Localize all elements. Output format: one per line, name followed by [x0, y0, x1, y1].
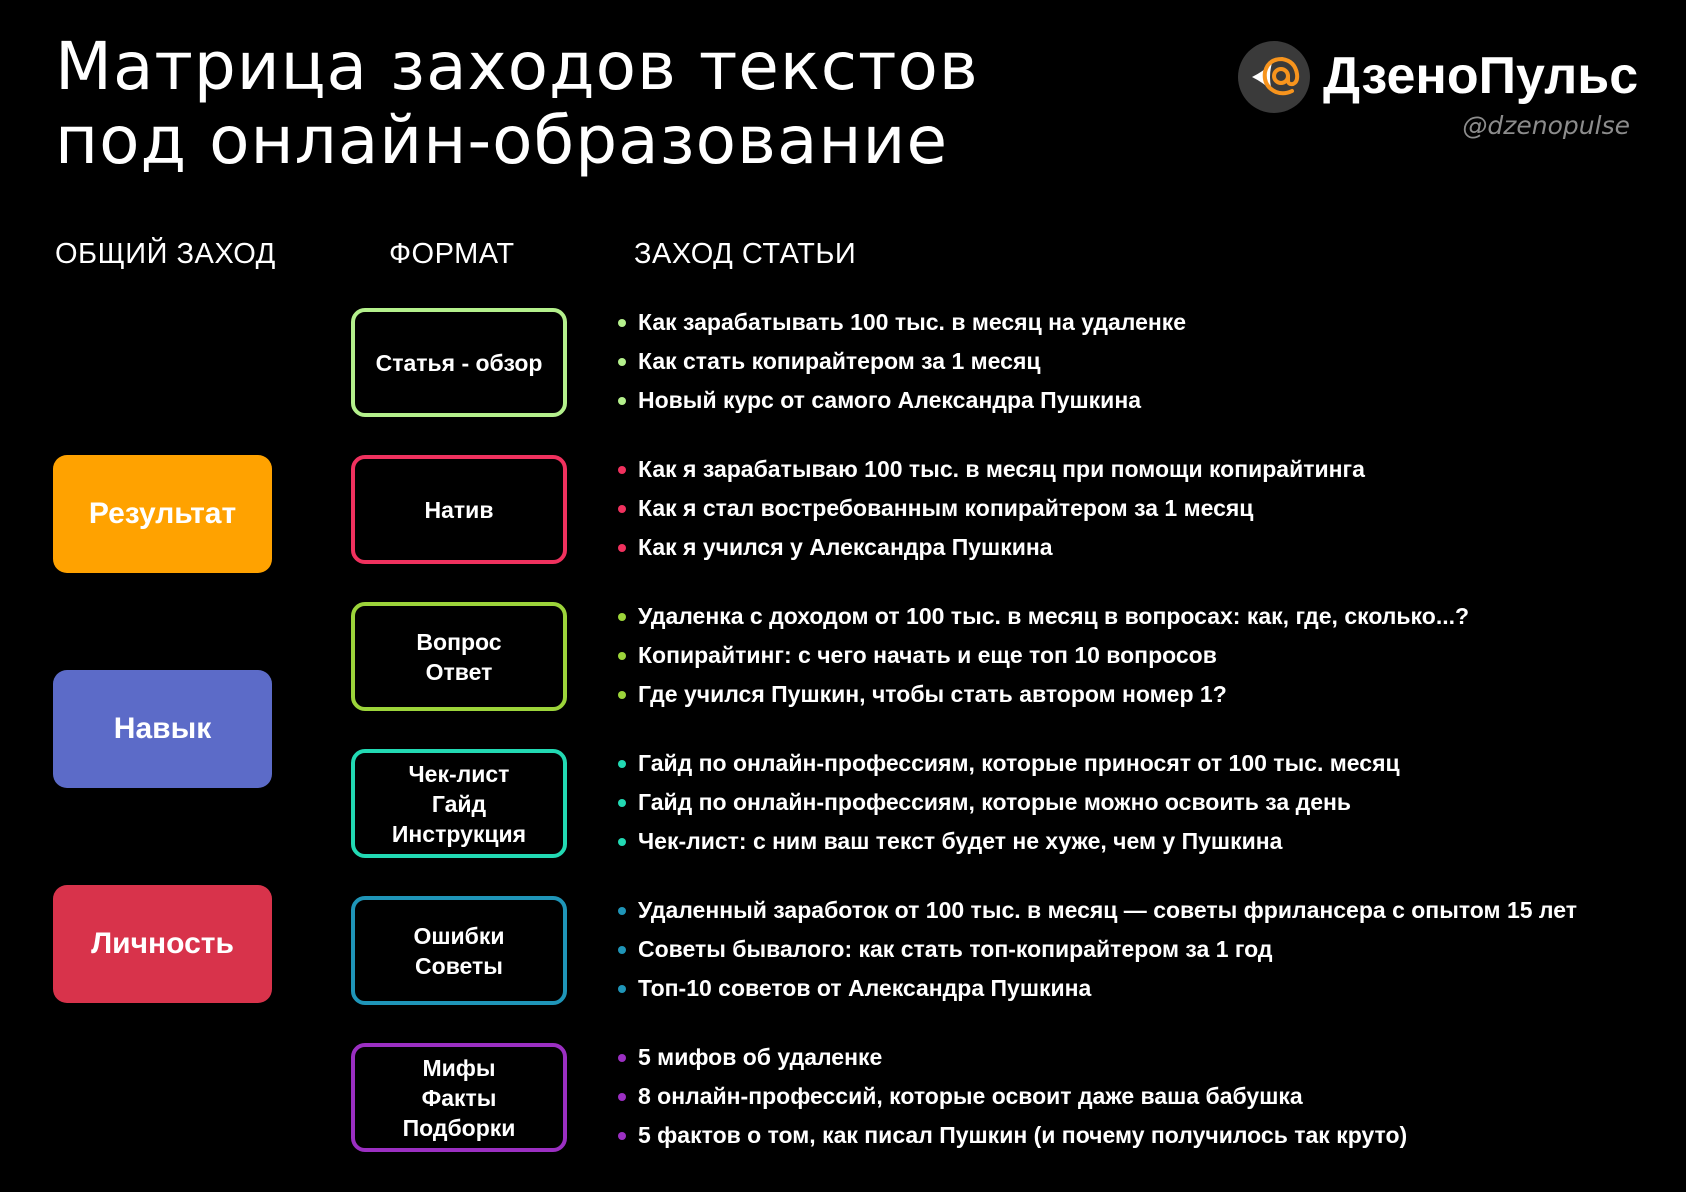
bullet-dot — [618, 613, 626, 621]
list-item: 5 мифов об удаленке — [616, 1038, 1407, 1077]
brand-name: ДзеноПульс — [1323, 47, 1639, 105]
column-header-approach: ОБЩИЙ ЗАХОД — [55, 238, 276, 270]
list-item: Как я зарабатываю 100 тыс. в месяц при помощи копирайтинга — [616, 450, 1365, 489]
list-item: Новый курс от самого Александра Пушкина — [616, 381, 1186, 420]
list-item: 5 фактов о том, как писал Пушкин (и почему получилось так круто) — [616, 1116, 1407, 1155]
bullet-dot — [618, 319, 626, 327]
bullet-dot — [618, 760, 626, 768]
format-label: Вопрос — [416, 628, 502, 655]
bullet-dot — [618, 505, 626, 513]
bullet-dot — [618, 1054, 626, 1062]
page-title-line-1: Матрица заходов текстов — [55, 28, 979, 105]
list-item: Как зарабатывать 100 тыс. в месяц на удаленке — [616, 303, 1186, 342]
column-header-format: ФОРМАТ — [389, 238, 515, 270]
bullet-dot — [618, 799, 626, 807]
list-item: Копирайтинг: с чего начать и еще топ 10 вопросов — [616, 636, 1469, 675]
format-tips — [351, 896, 567, 1005]
format-label: Гайд — [431, 790, 487, 817]
approach-result: Результат — [53, 455, 272, 573]
list-item: Чек-лист: с ним ваш текст будет не хуже, чем у Пушкина — [616, 822, 1400, 861]
list-item: Гайд по онлайн-профессиям, которые приносят от 100 тыс. месяц — [616, 744, 1400, 783]
bullet-dot — [618, 1093, 626, 1101]
bullet-dot — [618, 397, 626, 405]
brand-handle: @dzenopulse — [1462, 111, 1630, 140]
format-label: Мифы — [422, 1054, 496, 1081]
list-item: Удаленка с доходом от 100 тыс. в месяц в вопросах: как, где, сколько...? — [616, 597, 1469, 636]
bullet-dot — [618, 652, 626, 660]
format-label: Советы — [415, 952, 503, 979]
list-item: 8 онлайн-профессий, которые освоит даже ваша бабушка — [616, 1077, 1407, 1116]
format-label: Статья - обзор — [375, 349, 543, 376]
list-item: Советы бывалого: как стать топ-копирайтером за 1 год — [616, 930, 1577, 969]
bullet-dot — [618, 466, 626, 474]
format-label: Ошибки — [413, 922, 505, 949]
format-label: Чек-лист — [408, 760, 510, 787]
dzenopulse-at-logo-icon — [1238, 41, 1310, 113]
bullet-dot — [618, 946, 626, 954]
format-label: Ответ — [425, 658, 493, 685]
article-list-review — [616, 303, 1186, 420]
bullet-dot — [618, 544, 626, 552]
format-checklist — [351, 749, 567, 858]
format-label: Натив — [424, 496, 494, 523]
list-item: Как стать копирайтером за 1 месяц — [616, 342, 1186, 381]
approach-skill: Навык — [53, 670, 272, 788]
list-item: Как я стал востребованным копирайтером за 1 месяц — [616, 489, 1365, 528]
article-list-native — [616, 450, 1365, 567]
format-qa — [351, 602, 567, 711]
bullet-dot — [618, 691, 626, 699]
format-label: Подборки — [402, 1114, 516, 1141]
list-item: Удаленный заработок от 100 тыс. в месяц — советы фрилансера с опытом 15 лет — [616, 891, 1577, 930]
format-myths — [351, 1043, 567, 1152]
format-label: Факты — [421, 1084, 497, 1111]
page-title — [55, 30, 979, 178]
list-item: Топ-10 советов от Александра Пушкина — [616, 969, 1577, 1008]
bullet-dot — [618, 358, 626, 366]
approach-personality: Личность — [53, 885, 272, 1003]
bullet-dot — [618, 838, 626, 846]
list-item: Где учился Пушкин, чтобы стать автором номер 1? — [616, 675, 1469, 714]
page-title-line-2: под онлайн-образование — [55, 102, 949, 179]
list-item: Как я учился у Александра Пушкина — [616, 528, 1365, 567]
article-list-checklist — [616, 744, 1400, 861]
list-item: Гайд по онлайн-профессиям, которые можно освоить за день — [616, 783, 1400, 822]
article-list-myths — [616, 1038, 1407, 1155]
bullet-dot — [618, 985, 626, 993]
article-list-qa — [616, 597, 1469, 714]
article-list-tips — [616, 891, 1577, 1008]
format-label: Инструкция — [391, 820, 527, 847]
column-header-article: ЗАХОД СТАТЬИ — [634, 238, 857, 270]
bullet-dot — [618, 1132, 626, 1140]
format-native — [351, 455, 567, 564]
bullet-dot — [618, 907, 626, 915]
format-review — [351, 308, 567, 417]
